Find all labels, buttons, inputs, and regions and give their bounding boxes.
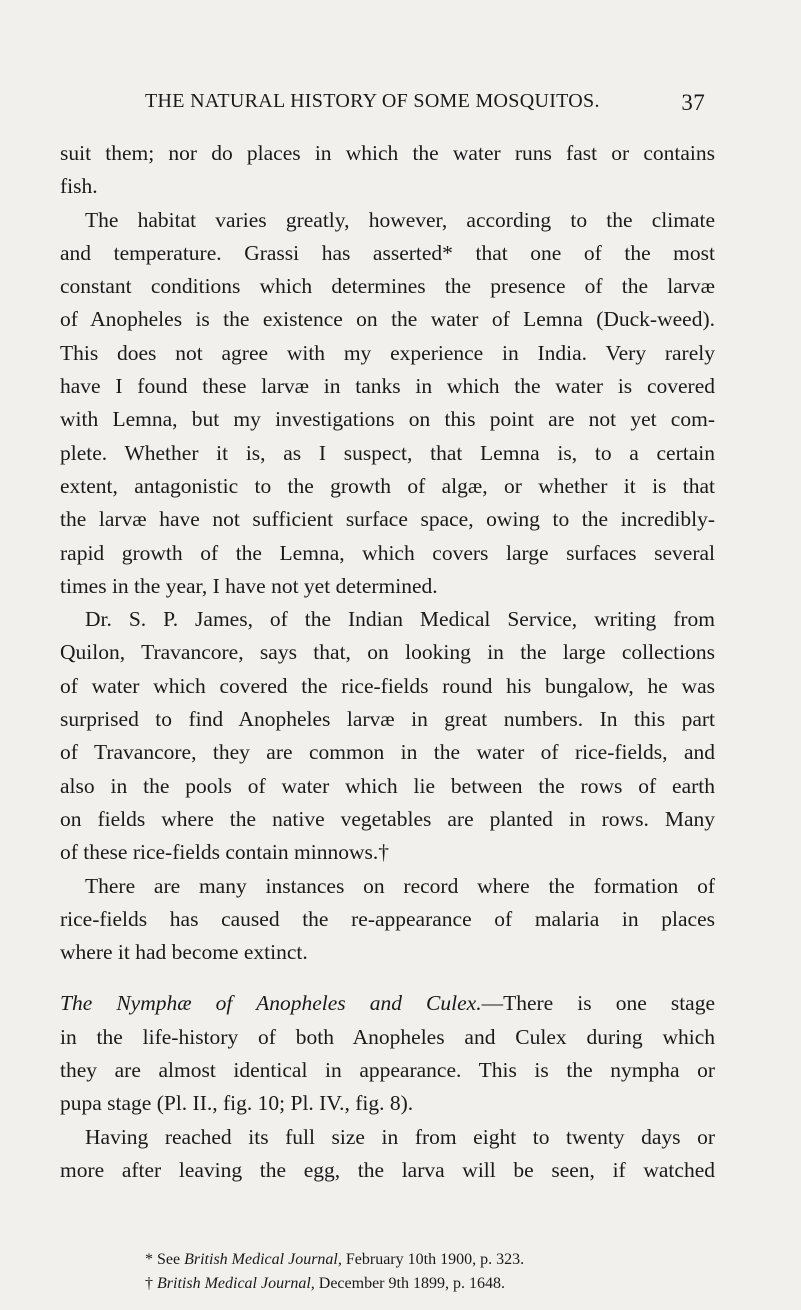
- footnote-text: February 10th 1900, p. 323.: [345, 1251, 525, 1268]
- text-line: There are many instances on record where the formation of: [85, 873, 715, 898]
- text-line: Having reached its full size in from eight to twenty days or: [85, 1124, 715, 1149]
- text-line: also in the pools of water which lie between the rows of earth: [60, 773, 715, 798]
- text-line: with Lemna, but my investigations on this point are not yet com-: [60, 407, 715, 432]
- text-line: rapid growth of the Lemna, which covers large surfaces several: [60, 540, 715, 565]
- text-line: of Travancore, they are common in the water of rice-fields, and: [60, 740, 715, 765]
- text-line: plete. Whether it is, as I suspect, that Lemna is, to a certain: [60, 440, 715, 465]
- body-text: [60, 137, 715, 1187]
- text-line: times in the year, I have not yet determined.: [60, 573, 438, 598]
- text-run: —There is one stage: [481, 991, 716, 1016]
- footnote-marker: †: [145, 1275, 153, 1292]
- text-line: in the life-history of both Anopheles and Culex during which: [60, 1024, 715, 1049]
- footnote-text: December 9th 1899, p. 1648.: [318, 1275, 505, 1292]
- text-line: pupa stage (Pl. II., fig. 10; Pl. IV., fig. 8).: [60, 1091, 414, 1116]
- running-head: [145, 90, 705, 120]
- text-line: fish.: [60, 174, 98, 199]
- text-line: of Anopheles is the existence on the water of Lemna (Duck-weed).: [60, 307, 715, 332]
- journal-title: British Medical Journal,: [184, 1251, 342, 1268]
- footnotes: [145, 1248, 745, 1296]
- journal-title: British Medical Journal,: [157, 1275, 315, 1292]
- text-line: they are almost identical in appearance. This is the nympha or: [60, 1058, 715, 1083]
- text-line: The habitat varies greatly, however, according to the climate: [85, 207, 715, 232]
- text-line: surprised to find Anopheles larvæ in great numbers. In this part: [60, 707, 715, 732]
- text-line: suit them; nor do places in which the water runs fast or contains: [60, 141, 715, 165]
- text-line: more after leaving the egg, the larva will be seen, if watched: [60, 1157, 715, 1182]
- text-line: rice-fields has caused the re-appearance of malaria in places: [60, 906, 715, 931]
- running-title: THE NATURAL HISTORY OF SOME MOSQUITOS.: [145, 90, 600, 112]
- footnote-marker: * See: [145, 1251, 181, 1268]
- footnote: [145, 1272, 745, 1296]
- text-line: on fields where the native vegetables are planted in rows. Many: [60, 806, 715, 831]
- text-line: of these rice-fields contain minnows.†: [60, 840, 389, 865]
- text-line: Dr. S. P. James, of the Indian Medical Service, writing from: [85, 607, 715, 632]
- text-line: Quilon, Travancore, says that, on looking in the large collections: [60, 640, 715, 665]
- section-heading: The Nymphæ of Anopheles and Culex.: [60, 991, 482, 1016]
- text-line: the larvæ have not sufficient surface space, owing to the incredibly-: [60, 507, 715, 532]
- page-number: 37: [681, 90, 705, 115]
- text-line: where it had become extinct.: [60, 940, 308, 965]
- text-line: of water which covered the rice-fields round his bungalow, he was: [60, 673, 715, 698]
- text-line: constant conditions which determines the presence of the larvæ: [60, 274, 715, 299]
- text-line: extent, antagonistic to the growth of algæ, or whether it is that: [60, 473, 715, 498]
- text-line: have I found these larvæ in tanks in which the water is covered: [60, 374, 715, 399]
- footnote: [145, 1248, 745, 1272]
- text-line: This does not agree with my experience in India. Very rarely: [60, 340, 715, 365]
- section-heading-line: [60, 987, 715, 1020]
- text-line: and temperature. Grassi has asserted* that one of the most: [60, 240, 715, 265]
